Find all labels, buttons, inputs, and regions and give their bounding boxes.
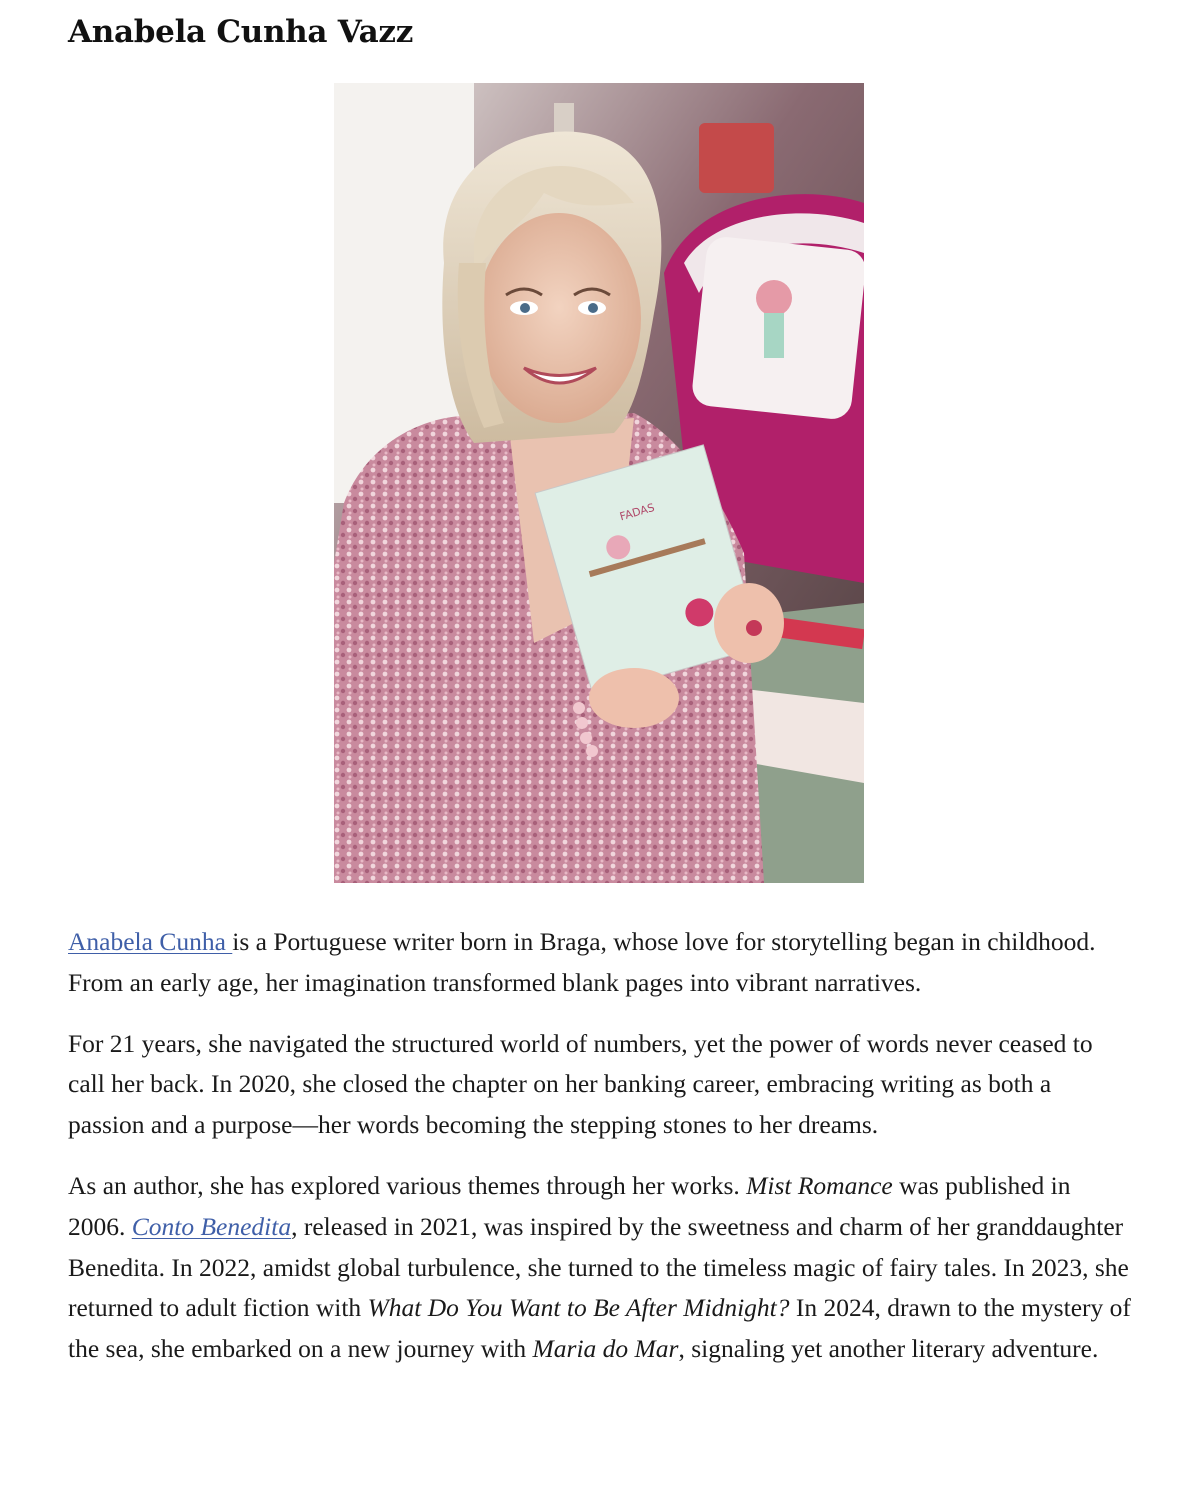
bio-text: , released in 2021, was inspired by the sweetness and charm of her granddaughter Benedita. In 2022, amidst global turbulence, she turned to the timeless magic of fairy tales. In 2023, she returned to adult fiction with (68, 1211, 1129, 1323)
book-title-maria-do-mar: Maria do Mar (532, 1334, 679, 1364)
page-title: Anabela Cunha Vazz (68, 14, 414, 50)
bio-text: , signaling yet another literary adventure. (678, 1334, 1099, 1364)
author-biography (68, 922, 1133, 1390)
bio-paragraph-3 (68, 1166, 1133, 1370)
conto-benedita-link[interactable] (132, 1212, 291, 1241)
bio-paragraph-2: For 21 years, she navigated the structured world of numbers, yet the power of words never ceased to call her back. In 2020, she closed the chapter on her banking career, embracing writing as both a passion and a purpose—her words becoming the stepping stones to her dreams. (68, 1028, 1093, 1140)
bio-text: In 2024, drawn to the mystery of the sea, she embarked on a new journey with (68, 1293, 1131, 1364)
bio-paragraph-1 (68, 922, 1133, 1004)
author-profile-link[interactable]: Anabela Cunha (68, 927, 233, 956)
author-photo (334, 83, 864, 883)
bio-paragraph-1-text: is a Portuguese writer born in Braga, whose love for storytelling began in childhood. From an early age, her imagination transformed blank pages into vibrant narratives. (68, 927, 1096, 997)
bio-text: As an author, she has explored various themes through her works. (68, 1170, 747, 1200)
book-title-conto-benedita[interactable]: Conto Benedita (131, 1211, 292, 1241)
book-title-mist-romance: Mist Romance (746, 1170, 893, 1200)
book-cover-title: FADAS (618, 501, 657, 524)
bio-text: was published in 2006. (68, 1170, 1071, 1241)
book-title-what-do-you-want: What Do You Want to Be After Midnight? (367, 1293, 790, 1323)
